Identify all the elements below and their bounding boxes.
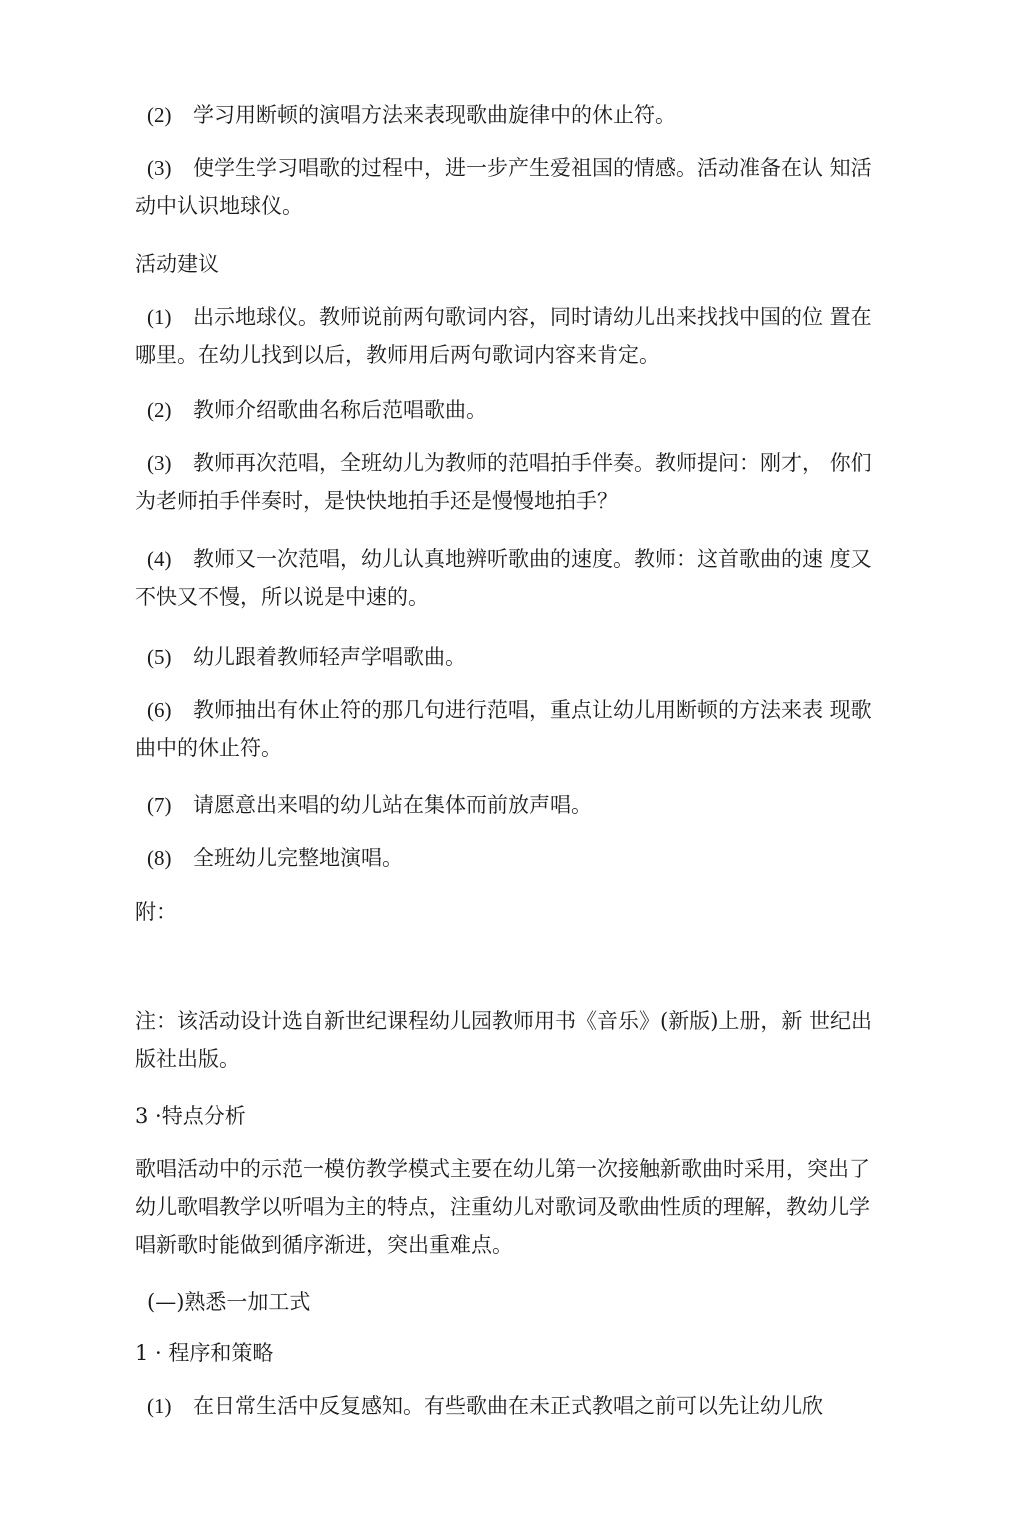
step-number: (2): [147, 398, 172, 422]
step-text: 教师抽出有休止符的那几句进行范唱，重点让幼儿用断顿的方法来表 现歌曲中的休止符。: [135, 698, 872, 760]
step-number: (8): [147, 846, 172, 870]
step-number: (5): [147, 645, 172, 669]
step-number: (1): [147, 305, 172, 329]
step-item-7: [135, 786, 890, 824]
source-note: 注：该活动设计选自新世纪课程幼儿园教师用书《音乐》(新版)上册，新 世纪出版社出版。: [135, 1009, 873, 1071]
step-item-4: [135, 540, 890, 616]
step-item-1: [135, 298, 890, 374]
step-number: (7): [147, 793, 172, 817]
procedure-number: (1): [147, 1394, 172, 1418]
analysis-paragraph: 歌唱活动中的示范一模仿教学模式主要在幼儿第一次接触新歌曲时采用，突出了幼儿歌唱教学以听唱为主的特点，注重幼儿对歌词及歌曲性质的理解，教幼儿学唱新歌时能做到循序渐进，突出重难点。: [135, 1157, 870, 1257]
goal-item-2: [135, 96, 890, 134]
step-text: 请愿意出来唱的幼儿站在集体而前放声唱。: [193, 793, 592, 817]
section-heading: 3 ·特点分析: [135, 1104, 246, 1128]
step-text: 教师又一次范唱，幼儿认真地辨听歌曲的速度。教师：这首歌曲的速 度又不快又不慢，所以说是中速的。: [135, 547, 872, 609]
step-item-5: [135, 638, 890, 676]
goal-text: 使学生学习唱歌的过程中，进一步产生爱祖国的情感。活动准备在认 知活动中认识地球仪。: [135, 156, 872, 218]
step-text: 教师介绍歌曲名称后范唱歌曲。: [193, 398, 487, 422]
step-item-6: [135, 691, 890, 767]
step-text: 出示地球仪。教师说前两句歌词内容，同时请幼儿出来找找中国的位 置在哪里。在幼儿找到以后，教师用后两句歌词内容来肯定。: [135, 305, 872, 367]
step-item-3: [135, 444, 890, 520]
step-number: (6): [147, 698, 172, 722]
subsection-1-heading: 1 · 程序和策略: [135, 1341, 274, 1365]
appendix-label: 附：: [135, 900, 177, 924]
goal-text: 学习用断顿的演唱方法来表现歌曲旋律中的休止符。: [193, 103, 676, 127]
step-text: 幼儿跟着教师轻声学唱歌曲。: [193, 645, 466, 669]
goal-number: (2): [147, 103, 172, 127]
step-item-8: [135, 839, 890, 877]
step-item-2: [135, 391, 890, 429]
procedure-step-1: [135, 1387, 890, 1425]
step-text: 教师再次范唱，全班幼儿为教师的范唱拍手伴奏。教师提问：刚才， 你们为老师拍手伴奏时，是快快地拍手还是慢慢地拍手？: [135, 451, 872, 513]
goal-item-3: [135, 149, 890, 225]
goal-number: (3): [147, 156, 172, 180]
procedure-text: 在日常生活中反复感知。有些歌曲在未正式教唱之前可以先让幼儿欣: [193, 1394, 823, 1418]
subsection-heading: (—)熟悉一加工式: [147, 1290, 311, 1314]
step-text: 全班幼儿完整地演唱。: [193, 846, 403, 870]
step-number: (3): [147, 451, 172, 475]
step-number: (4): [147, 547, 172, 571]
suggestions-heading: 活动建议: [135, 252, 219, 276]
